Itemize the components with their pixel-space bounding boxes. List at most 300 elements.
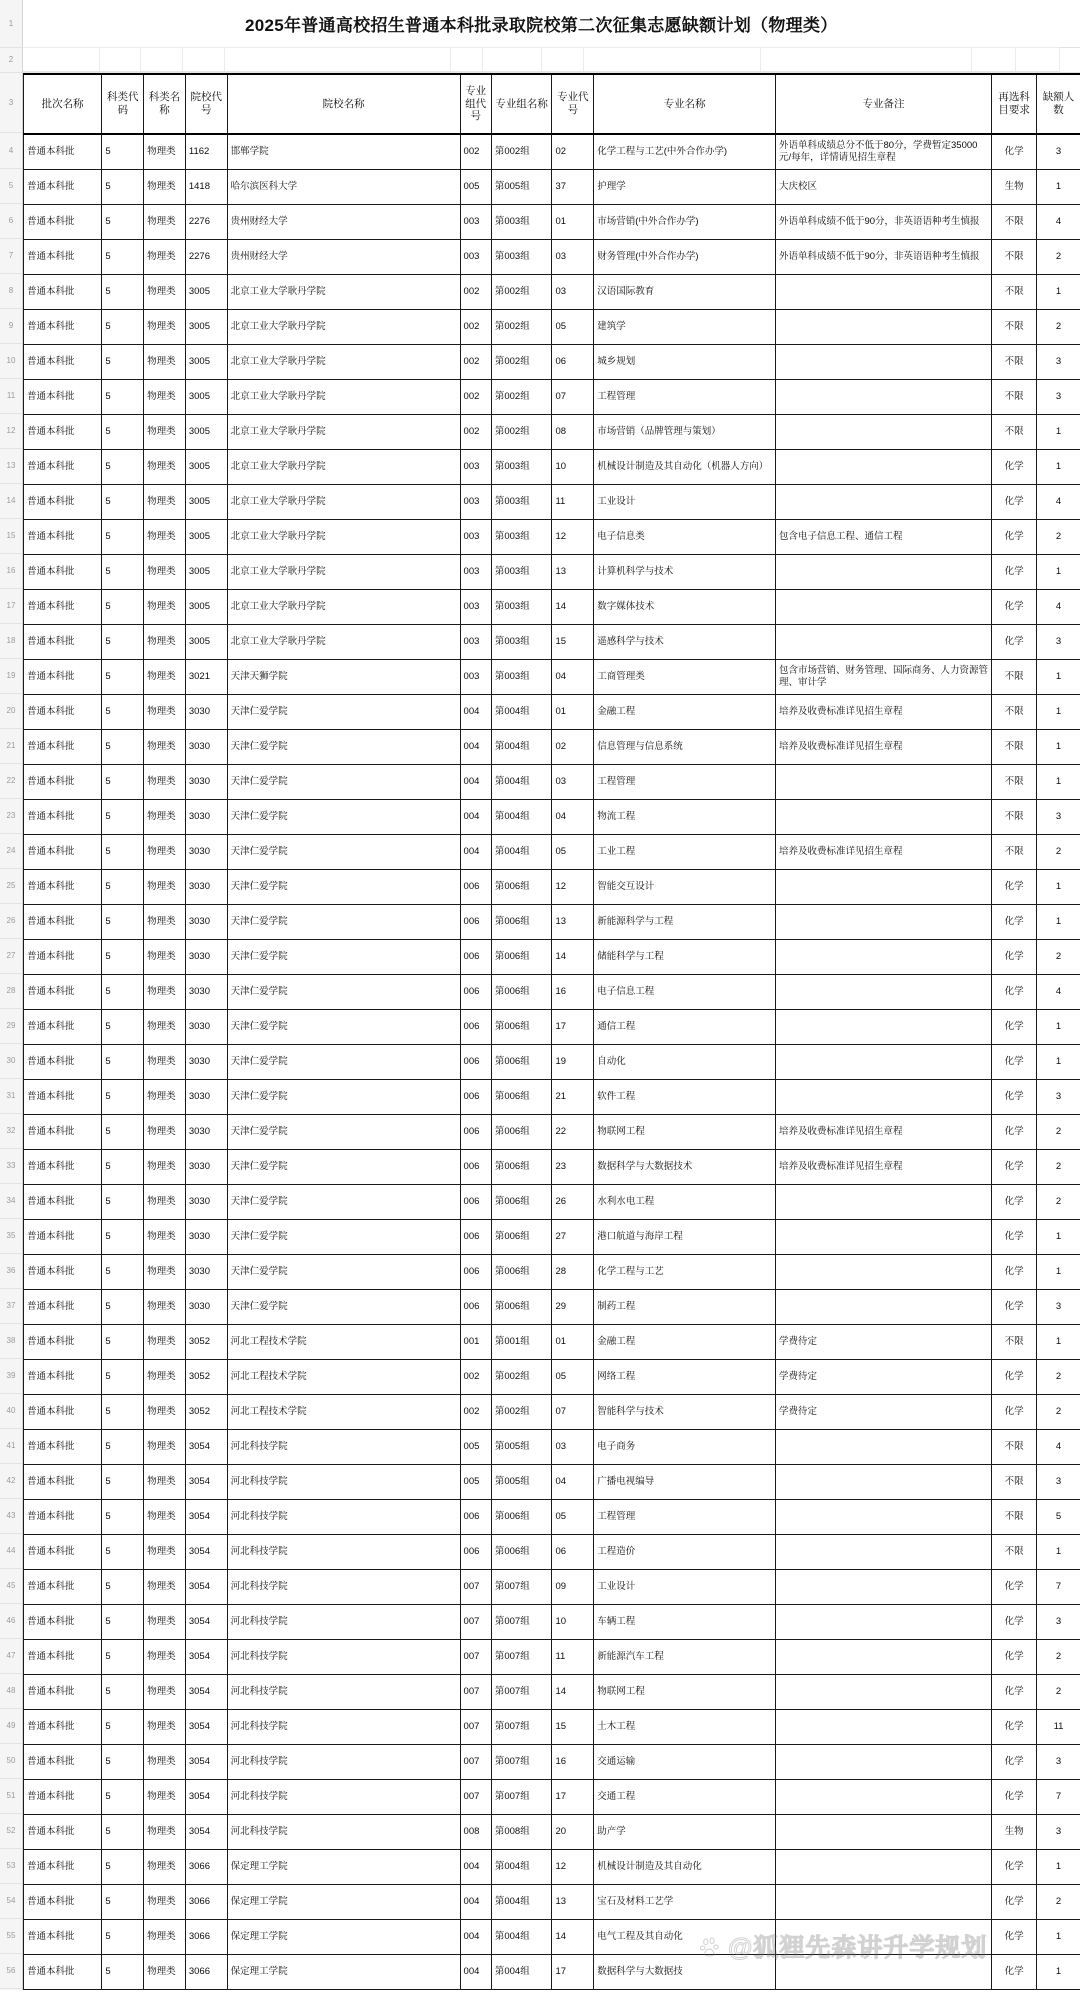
cell-group_code[interactable]: 006 <box>460 1220 491 1255</box>
cell-subject_req[interactable]: 不限 <box>992 800 1037 835</box>
cell-group_code[interactable]: 007 <box>460 1780 491 1815</box>
cell-batch[interactable]: 普通本科批 <box>24 1885 102 1920</box>
cell-remark[interactable] <box>775 870 991 905</box>
cell-group_code[interactable]: 007 <box>460 1605 491 1640</box>
cell-school_name[interactable]: 河北科技学院 <box>227 1570 460 1605</box>
cell-group_name[interactable]: 第004组 <box>491 800 552 835</box>
cell-group_name[interactable]: 第004组 <box>491 835 552 870</box>
table-row[interactable] <box>24 1220 1080 1255</box>
cell-major_code[interactable]: 10 <box>552 450 594 485</box>
cell-subject_req[interactable]: 不限 <box>992 415 1037 450</box>
cell-cat_code[interactable]: 5 <box>102 1465 144 1500</box>
cell-vacancy[interactable]: 2 <box>1037 240 1080 275</box>
cell-major_name[interactable]: 工商管理类 <box>594 660 776 695</box>
cell-school_code[interactable]: 3005 <box>185 555 227 590</box>
cell-cat_code[interactable]: 5 <box>102 1640 144 1675</box>
cell-batch[interactable]: 普通本科批 <box>24 1850 102 1885</box>
row-number-23[interactable]: 23 <box>0 799 22 834</box>
cell-school_code[interactable]: 3005 <box>185 590 227 625</box>
cell-major_code[interactable]: 37 <box>552 170 594 205</box>
cell-school_code[interactable]: 3054 <box>185 1815 227 1850</box>
cell-major_name[interactable]: 汉语国际教育 <box>594 275 776 310</box>
cell-major_name[interactable]: 化学工程与工艺 <box>594 1255 776 1290</box>
cell-group_code[interactable]: 002 <box>460 134 491 170</box>
cell-major_name[interactable]: 数据科学与大数据技术 <box>594 1150 776 1185</box>
cell-group_name[interactable]: 第006组 <box>491 1080 552 1115</box>
cell-subject_req[interactable]: 化学 <box>992 975 1037 1010</box>
cell-group_name[interactable]: 第006组 <box>491 1290 552 1325</box>
cell-remark[interactable] <box>775 590 991 625</box>
blank-cell-school_code[interactable] <box>182 47 224 72</box>
table-row[interactable] <box>24 450 1080 485</box>
cell-remark[interactable] <box>775 1185 991 1220</box>
cell-group_name[interactable]: 第006组 <box>491 905 552 940</box>
column-header-group_name[interactable]: 专业组名称 <box>491 74 552 134</box>
cell-batch[interactable]: 普通本科批 <box>24 485 102 520</box>
cell-school_code[interactable]: 3066 <box>185 1920 227 1955</box>
table-row[interactable] <box>24 1920 1080 1955</box>
cell-batch[interactable]: 普通本科批 <box>24 800 102 835</box>
cell-major_code[interactable]: 15 <box>552 1710 594 1745</box>
cell-subject_req[interactable]: 化学 <box>992 625 1037 660</box>
cell-school_code[interactable]: 3030 <box>185 835 227 870</box>
blank-cell-cat_code[interactable] <box>99 47 141 72</box>
cell-school_code[interactable]: 3054 <box>185 1535 227 1570</box>
cell-school_name[interactable]: 天津仁爱学院 <box>227 800 460 835</box>
cell-school_name[interactable]: 北京工业大学耿丹学院 <box>227 450 460 485</box>
cell-remark[interactable] <box>775 1570 991 1605</box>
cell-cat_name[interactable]: 物理类 <box>144 1745 186 1780</box>
cell-major_name[interactable]: 宝石及材料工艺学 <box>594 1885 776 1920</box>
cell-cat_code[interactable]: 5 <box>102 660 144 695</box>
row-number-25[interactable]: 25 <box>0 869 22 904</box>
cell-batch[interactable]: 普通本科批 <box>24 555 102 590</box>
cell-major_name[interactable]: 遥感科学与技术 <box>594 625 776 660</box>
cell-major_code[interactable]: 17 <box>552 1955 594 1990</box>
row-number-6[interactable]: 6 <box>0 204 22 239</box>
table-row[interactable] <box>24 1465 1080 1500</box>
row-number-35[interactable]: 35 <box>0 1219 22 1254</box>
row-number-21[interactable]: 21 <box>0 729 22 764</box>
table-row[interactable] <box>24 1850 1080 1885</box>
blank-cell-major_code[interactable] <box>542 47 584 72</box>
cell-vacancy[interactable]: 4 <box>1037 205 1080 240</box>
cell-group_name[interactable]: 第003组 <box>491 660 552 695</box>
row-number-16[interactable]: 16 <box>0 554 22 589</box>
cell-group_name[interactable]: 第002组 <box>491 275 552 310</box>
cell-group_code[interactable]: 006 <box>460 1080 491 1115</box>
cell-batch[interactable]: 普通本科批 <box>24 940 102 975</box>
cell-batch[interactable]: 普通本科批 <box>24 205 102 240</box>
cell-school_code[interactable]: 3030 <box>185 1290 227 1325</box>
cell-major_name[interactable]: 交通运输 <box>594 1745 776 1780</box>
cell-remark[interactable]: 学费待定 <box>775 1395 991 1430</box>
cell-batch[interactable]: 普通本科批 <box>24 765 102 800</box>
cell-school_code[interactable]: 3052 <box>185 1395 227 1430</box>
table-row[interactable] <box>24 1710 1080 1745</box>
cell-remark[interactable] <box>775 625 991 660</box>
cell-batch[interactable]: 普通本科批 <box>24 520 102 555</box>
cell-cat_code[interactable]: 5 <box>102 1010 144 1045</box>
cell-group_code[interactable]: 004 <box>460 1920 491 1955</box>
table-row[interactable] <box>24 310 1080 345</box>
cell-major_code[interactable]: 03 <box>552 240 594 275</box>
cell-batch[interactable]: 普通本科批 <box>24 450 102 485</box>
cell-batch[interactable]: 普通本科批 <box>24 730 102 765</box>
cell-school_name[interactable]: 河北工程技术学院 <box>227 1360 460 1395</box>
row-number-52[interactable]: 52 <box>0 1814 22 1849</box>
cell-cat_code[interactable]: 5 <box>102 1850 144 1885</box>
table-row[interactable] <box>24 730 1080 765</box>
cell-subject_req[interactable]: 化学 <box>992 1080 1037 1115</box>
cell-cat_code[interactable]: 5 <box>102 1290 144 1325</box>
cell-vacancy[interactable]: 1 <box>1037 1220 1080 1255</box>
row-number-1[interactable]: 1 <box>0 0 23 47</box>
cell-group_code[interactable]: 003 <box>460 240 491 275</box>
cell-batch[interactable]: 普通本科批 <box>24 835 102 870</box>
row-number-55[interactable]: 55 <box>0 1919 22 1954</box>
cell-major_code[interactable]: 26 <box>552 1185 594 1220</box>
table-row[interactable] <box>24 870 1080 905</box>
cell-school_name[interactable]: 天津仁爱学院 <box>227 975 460 1010</box>
cell-cat_code[interactable]: 5 <box>102 1885 144 1920</box>
cell-school_name[interactable]: 河北工程技术学院 <box>227 1395 460 1430</box>
cell-remark[interactable] <box>775 1605 991 1640</box>
row-number-51[interactable]: 51 <box>0 1779 22 1814</box>
cell-major_name[interactable]: 工业工程 <box>594 835 776 870</box>
cell-vacancy[interactable]: 3 <box>1037 1465 1080 1500</box>
cell-vacancy[interactable]: 2 <box>1037 1675 1080 1710</box>
cell-group_code[interactable]: 006 <box>460 1045 491 1080</box>
row-number-41[interactable]: 41 <box>0 1429 22 1464</box>
table-row[interactable] <box>24 555 1080 590</box>
cell-school_code[interactable]: 3030 <box>185 1010 227 1045</box>
cell-vacancy[interactable]: 1 <box>1037 1920 1080 1955</box>
blank-cell-subject_req[interactable] <box>971 47 1016 72</box>
cell-school_name[interactable]: 天津仁爱学院 <box>227 730 460 765</box>
cell-subject_req[interactable]: 化学 <box>992 1255 1037 1290</box>
cell-cat_name[interactable]: 物理类 <box>144 1675 186 1710</box>
column-header-cat_name[interactable]: 科类名称 <box>144 74 186 134</box>
cell-cat_name[interactable]: 物理类 <box>144 1815 186 1850</box>
cell-group_code[interactable]: 006 <box>460 1255 491 1290</box>
row-number-8[interactable]: 8 <box>0 274 22 309</box>
cell-school_name[interactable]: 河北科技学院 <box>227 1605 460 1640</box>
cell-vacancy[interactable]: 1 <box>1037 170 1080 205</box>
cell-vacancy[interactable]: 2 <box>1037 1395 1080 1430</box>
cell-batch[interactable]: 普通本科批 <box>24 345 102 380</box>
cell-school_name[interactable]: 保定理工学院 <box>227 1955 460 1990</box>
cell-cat_code[interactable]: 5 <box>102 1115 144 1150</box>
row-number-13[interactable]: 13 <box>0 449 22 484</box>
table-row[interactable] <box>24 1290 1080 1325</box>
cell-major_code[interactable]: 23 <box>552 1150 594 1185</box>
cell-school_code[interactable]: 3005 <box>185 485 227 520</box>
cell-subject_req[interactable]: 不限 <box>992 730 1037 765</box>
cell-major_code[interactable]: 05 <box>552 1500 594 1535</box>
cell-school_name[interactable]: 河北工程技术学院 <box>227 1325 460 1360</box>
table-row[interactable] <box>24 1010 1080 1045</box>
cell-cat_name[interactable]: 物理类 <box>144 835 186 870</box>
cell-cat_name[interactable]: 物理类 <box>144 800 186 835</box>
cell-batch[interactable]: 普通本科批 <box>24 1080 102 1115</box>
cell-major_code[interactable]: 03 <box>552 275 594 310</box>
cell-remark[interactable] <box>775 905 991 940</box>
row-number-46[interactable]: 46 <box>0 1604 22 1639</box>
cell-group_name[interactable]: 第003组 <box>491 590 552 625</box>
row-number-4[interactable]: 4 <box>0 133 22 169</box>
table-row[interactable] <box>24 1150 1080 1185</box>
table-row[interactable] <box>24 485 1080 520</box>
row-number-49[interactable]: 49 <box>0 1709 22 1744</box>
cell-subject_req[interactable]: 化学 <box>992 520 1037 555</box>
cell-cat_name[interactable]: 物理类 <box>144 1605 186 1640</box>
table-row[interactable] <box>24 134 1080 170</box>
cell-cat_code[interactable]: 5 <box>102 1745 144 1780</box>
cell-group_code[interactable]: 003 <box>460 205 491 240</box>
cell-batch[interactable]: 普通本科批 <box>24 870 102 905</box>
cell-school_code[interactable]: 3054 <box>185 1675 227 1710</box>
cell-subject_req[interactable]: 生物 <box>992 1815 1037 1850</box>
cell-subject_req[interactable]: 化学 <box>992 1115 1037 1150</box>
cell-cat_name[interactable]: 物理类 <box>144 1780 186 1815</box>
cell-remark[interactable]: 包含市场营销、财务管理、国际商务、人力资源管理、审计学 <box>775 660 991 695</box>
cell-major_name[interactable]: 新能源汽车工程 <box>594 1640 776 1675</box>
table-row[interactable] <box>24 1570 1080 1605</box>
cell-cat_name[interactable]: 物理类 <box>144 520 186 555</box>
cell-vacancy[interactable]: 1 <box>1037 1955 1080 1990</box>
cell-vacancy[interactable]: 2 <box>1037 940 1080 975</box>
cell-remark[interactable] <box>775 1815 991 1850</box>
cell-cat_code[interactable]: 5 <box>102 485 144 520</box>
cell-group_name[interactable]: 第003组 <box>491 520 552 555</box>
cell-major_code[interactable]: 02 <box>552 730 594 765</box>
row-number-42[interactable]: 42 <box>0 1464 22 1499</box>
table-row[interactable] <box>24 1255 1080 1290</box>
cell-subject_req[interactable]: 不限 <box>992 1535 1037 1570</box>
cell-major_name[interactable]: 机械设计制造及其自动化（机器人方向） <box>594 450 776 485</box>
cell-remark[interactable] <box>775 1290 991 1325</box>
table-row[interactable] <box>24 1640 1080 1675</box>
row-number-40[interactable]: 40 <box>0 1394 22 1429</box>
cell-remark[interactable] <box>775 310 991 345</box>
cell-subject_req[interactable]: 化学 <box>992 450 1037 485</box>
cell-group_name[interactable]: 第006组 <box>491 1255 552 1290</box>
cell-cat_code[interactable]: 5 <box>102 1920 144 1955</box>
cell-school_name[interactable]: 贵州财经大学 <box>227 205 460 240</box>
cell-cat_code[interactable]: 5 <box>102 695 144 730</box>
cell-school_name[interactable]: 保定理工学院 <box>227 1920 460 1955</box>
table-row[interactable] <box>24 1885 1080 1920</box>
cell-batch[interactable]: 普通本科批 <box>24 1815 102 1850</box>
cell-group_code[interactable]: 006 <box>460 1185 491 1220</box>
cell-cat_name[interactable]: 物理类 <box>144 1360 186 1395</box>
cell-school_code[interactable]: 2276 <box>185 205 227 240</box>
cell-cat_name[interactable]: 物理类 <box>144 485 186 520</box>
cell-school_code[interactable]: 3030 <box>185 800 227 835</box>
row-number-19[interactable]: 19 <box>0 659 22 694</box>
row-number-29[interactable]: 29 <box>0 1009 22 1044</box>
cell-subject_req[interactable]: 化学 <box>992 1150 1037 1185</box>
cell-batch[interactable]: 普通本科批 <box>24 415 102 450</box>
cell-major_name[interactable]: 金融工程 <box>594 1325 776 1360</box>
cell-major_code[interactable]: 01 <box>552 1325 594 1360</box>
cell-group_code[interactable]: 002 <box>460 415 491 450</box>
cell-cat_name[interactable]: 物理类 <box>144 275 186 310</box>
cell-group_code[interactable]: 002 <box>460 1395 491 1430</box>
cell-remark[interactable]: 培养及收费标准详见招生章程 <box>775 835 991 870</box>
cell-vacancy[interactable]: 3 <box>1037 380 1080 415</box>
cell-group_name[interactable]: 第003组 <box>491 205 552 240</box>
cell-group_code[interactable]: 006 <box>460 1010 491 1045</box>
cell-batch[interactable]: 普通本科批 <box>24 1220 102 1255</box>
table-row[interactable] <box>24 1185 1080 1220</box>
cell-school_name[interactable]: 河北科技学院 <box>227 1430 460 1465</box>
cell-group_name[interactable]: 第002组 <box>491 1360 552 1395</box>
cell-vacancy[interactable]: 1 <box>1037 1325 1080 1360</box>
cell-group_name[interactable]: 第004组 <box>491 1920 552 1955</box>
cell-cat_code[interactable]: 5 <box>102 1815 144 1850</box>
cell-cat_code[interactable]: 5 <box>102 275 144 310</box>
cell-school_name[interactable]: 天津仁爱学院 <box>227 905 460 940</box>
cell-group_code[interactable]: 003 <box>460 590 491 625</box>
cell-major_name[interactable]: 电子信息类 <box>594 520 776 555</box>
cell-remark[interactable] <box>775 415 991 450</box>
cell-school_code[interactable]: 3054 <box>185 1780 227 1815</box>
cell-remark[interactable] <box>775 1010 991 1045</box>
table-row[interactable] <box>24 380 1080 415</box>
cell-major_code[interactable]: 03 <box>552 1430 594 1465</box>
cell-group_code[interactable]: 005 <box>460 170 491 205</box>
cell-cat_code[interactable]: 5 <box>102 240 144 275</box>
row-number-44[interactable]: 44 <box>0 1534 22 1569</box>
table-row[interactable] <box>24 660 1080 695</box>
cell-school_code[interactable]: 2276 <box>185 240 227 275</box>
cell-school_code[interactable]: 3054 <box>185 1710 227 1745</box>
row-number-53[interactable]: 53 <box>0 1849 22 1884</box>
cell-group_code[interactable]: 007 <box>460 1640 491 1675</box>
cell-remark[interactable]: 大庆校区 <box>775 170 991 205</box>
cell-remark[interactable] <box>775 1220 991 1255</box>
cell-group_code[interactable]: 004 <box>460 730 491 765</box>
row-number-11[interactable]: 11 <box>0 379 22 414</box>
row-number-10[interactable]: 10 <box>0 344 22 379</box>
cell-major_name[interactable]: 市场营销（品牌管理与策划） <box>594 415 776 450</box>
column-header-major_code[interactable]: 专业代号 <box>552 74 594 134</box>
cell-school_name[interactable]: 天津仁爱学院 <box>227 1080 460 1115</box>
row-number-28[interactable]: 28 <box>0 974 22 1009</box>
cell-cat_code[interactable]: 5 <box>102 205 144 240</box>
cell-group_name[interactable]: 第007组 <box>491 1675 552 1710</box>
row-number-38[interactable]: 38 <box>0 1324 22 1359</box>
cell-subject_req[interactable]: 化学 <box>992 1570 1037 1605</box>
cell-major_code[interactable]: 13 <box>552 905 594 940</box>
cell-remark[interactable]: 培养及收费标准详见招生章程 <box>775 1150 991 1185</box>
cell-school_code[interactable]: 3030 <box>185 765 227 800</box>
cell-cat_code[interactable]: 5 <box>102 1150 144 1185</box>
cell-remark[interactable] <box>775 800 991 835</box>
cell-group_name[interactable]: 第007组 <box>491 1780 552 1815</box>
cell-major_name[interactable]: 工业设计 <box>594 1570 776 1605</box>
cell-school_name[interactable]: 北京工业大学耿丹学院 <box>227 310 460 345</box>
cell-major_code[interactable]: 05 <box>552 1360 594 1395</box>
cell-school_code[interactable]: 3030 <box>185 1185 227 1220</box>
cell-vacancy[interactable]: 1 <box>1037 765 1080 800</box>
cell-batch[interactable]: 普通本科批 <box>24 1535 102 1570</box>
cell-batch[interactable]: 普通本科批 <box>24 1640 102 1675</box>
cell-subject_req[interactable]: 不限 <box>992 1325 1037 1360</box>
cell-subject_req[interactable]: 不限 <box>992 345 1037 380</box>
cell-school_code[interactable]: 3005 <box>185 450 227 485</box>
cell-major_name[interactable]: 市场营销(中外合作办学) <box>594 205 776 240</box>
cell-major_code[interactable]: 29 <box>552 1290 594 1325</box>
cell-school_name[interactable]: 北京工业大学耿丹学院 <box>227 345 460 380</box>
cell-group_code[interactable]: 003 <box>460 485 491 520</box>
cell-cat_name[interactable]: 物理类 <box>144 1535 186 1570</box>
row-number-14[interactable]: 14 <box>0 484 22 519</box>
blank-cell-vacancy[interactable] <box>1016 47 1060 72</box>
cell-remark[interactable]: 学费待定 <box>775 1360 991 1395</box>
row-number-48[interactable]: 48 <box>0 1674 22 1709</box>
cell-school_code[interactable]: 1418 <box>185 170 227 205</box>
cell-group_name[interactable]: 第004组 <box>491 730 552 765</box>
cell-vacancy[interactable]: 1 <box>1037 1535 1080 1570</box>
cell-batch[interactable]: 普通本科批 <box>24 660 102 695</box>
cell-batch[interactable]: 普通本科批 <box>24 1360 102 1395</box>
cell-school_name[interactable]: 天津仁爱学院 <box>227 1150 460 1185</box>
cell-major_code[interactable]: 14 <box>552 1920 594 1955</box>
cell-major_code[interactable]: 07 <box>552 380 594 415</box>
cell-group_name[interactable]: 第008组 <box>491 1815 552 1850</box>
cell-batch[interactable]: 普通本科批 <box>24 134 102 170</box>
cell-cat_code[interactable]: 5 <box>102 1185 144 1220</box>
blank-cell-remark[interactable] <box>761 47 972 72</box>
blank-cell-group_name[interactable] <box>482 47 542 72</box>
cell-major_code[interactable]: 06 <box>552 1535 594 1570</box>
cell-cat_code[interactable]: 5 <box>102 1395 144 1430</box>
cell-major_code[interactable]: 07 <box>552 1395 594 1430</box>
cell-cat_name[interactable]: 物理类 <box>144 1255 186 1290</box>
cell-school_name[interactable]: 河北科技学院 <box>227 1815 460 1850</box>
row-number-34[interactable]: 34 <box>0 1184 22 1219</box>
cell-batch[interactable]: 普通本科批 <box>24 1605 102 1640</box>
cell-school_name[interactable]: 河北科技学院 <box>227 1465 460 1500</box>
table-row[interactable] <box>24 765 1080 800</box>
cell-group_name[interactable]: 第004组 <box>491 695 552 730</box>
cell-group_name[interactable]: 第005组 <box>491 1465 552 1500</box>
cell-school_code[interactable]: 3054 <box>185 1465 227 1500</box>
cell-major_name[interactable]: 金融工程 <box>594 695 776 730</box>
cell-subject_req[interactable]: 不限 <box>992 660 1037 695</box>
cell-group_name[interactable]: 第006组 <box>491 1115 552 1150</box>
cell-school_name[interactable]: 天津仁爱学院 <box>227 1255 460 1290</box>
row-number-3[interactable]: 3 <box>0 73 22 133</box>
cell-subject_req[interactable]: 化学 <box>992 940 1037 975</box>
row-number-30[interactable]: 30 <box>0 1044 22 1079</box>
cell-cat_code[interactable]: 5 <box>102 1500 144 1535</box>
cell-school_code[interactable]: 3005 <box>185 520 227 555</box>
cell-major_code[interactable]: 11 <box>552 1640 594 1675</box>
cell-group_name[interactable]: 第002组 <box>491 345 552 380</box>
cell-remark[interactable]: 培养及收费标准详见招生章程 <box>775 1115 991 1150</box>
row-number-12[interactable]: 12 <box>0 414 22 449</box>
cell-school_name[interactable]: 河北科技学院 <box>227 1710 460 1745</box>
cell-vacancy[interactable]: 3 <box>1037 1080 1080 1115</box>
cell-group_name[interactable]: 第004组 <box>491 1955 552 1990</box>
cell-major_code[interactable]: 21 <box>552 1080 594 1115</box>
cell-batch[interactable]: 普通本科批 <box>24 1115 102 1150</box>
cell-major_name[interactable]: 车辆工程 <box>594 1605 776 1640</box>
